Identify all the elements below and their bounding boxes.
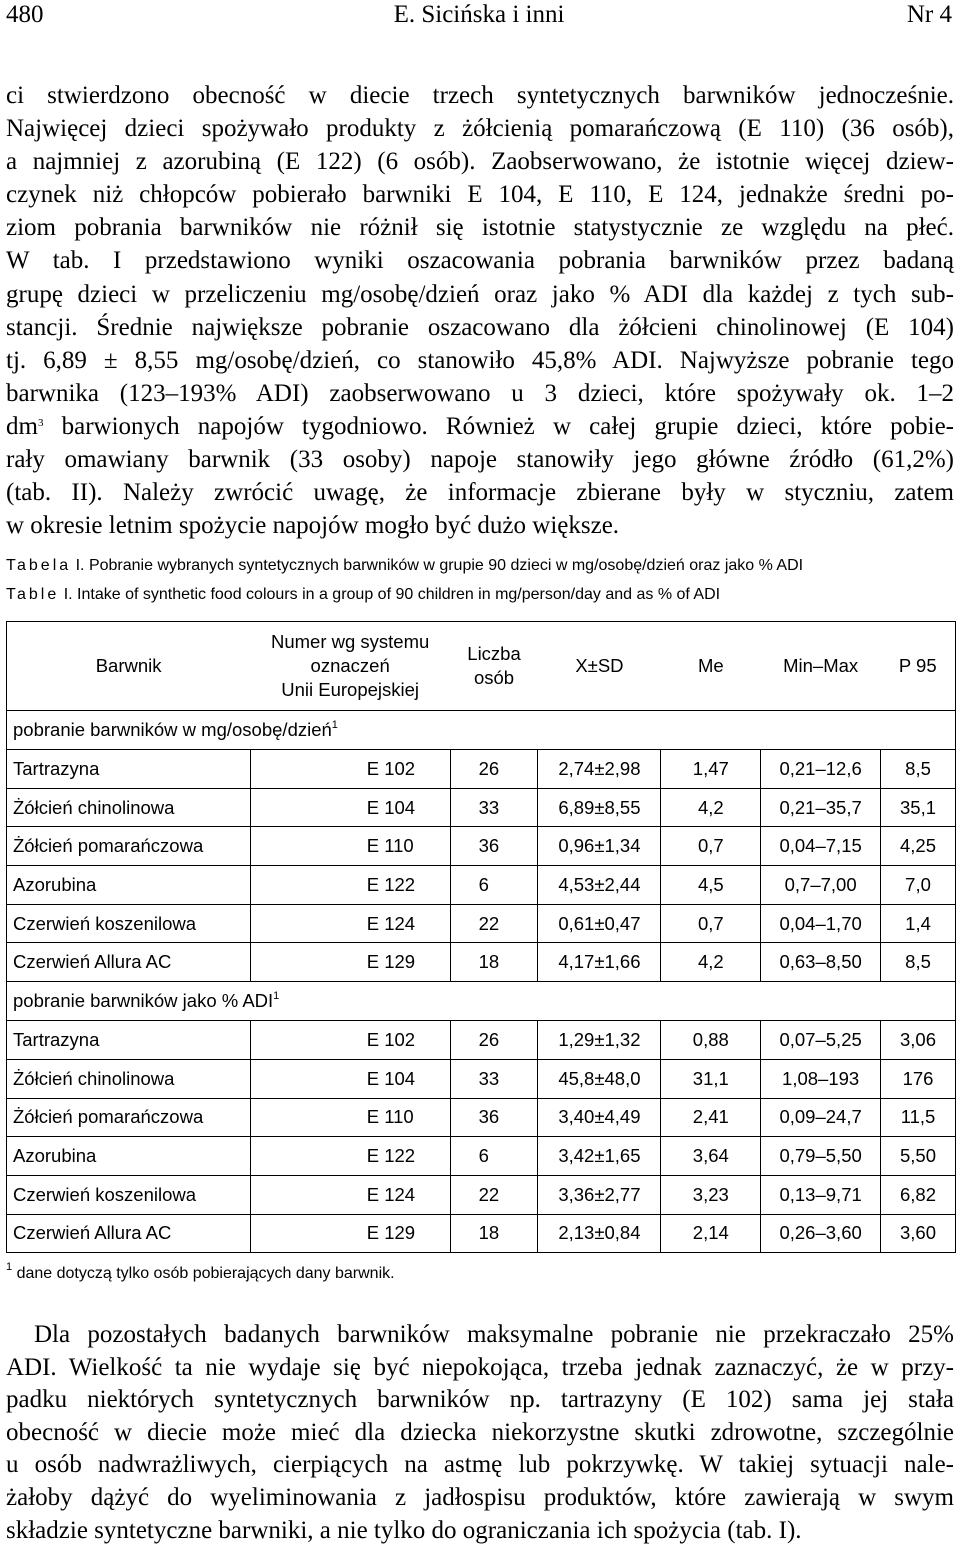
dm-unit: dm — [6, 412, 38, 440]
cell-xsd: 3,40±4,49 — [538, 1098, 661, 1137]
section-row-adi — [7, 982, 956, 1021]
running-header — [6, 0, 952, 34]
cell-barwnik: Tartrazyna — [7, 750, 251, 789]
text-line: a najmniej z azorubiną (E 122) (6 osób). Zaobserwowano, że istotnie więcej dziew- — [6, 148, 954, 176]
cell-me: 31,1 — [661, 1059, 761, 1098]
cell-me: 4,2 — [661, 943, 761, 982]
cell-numer: E 124 — [250, 1175, 450, 1214]
cell-liczba: 36 — [450, 827, 538, 866]
col-header-liczba: Liczba osób — [450, 622, 538, 711]
cell-xsd: 2,13±0,84 — [538, 1214, 661, 1253]
col-header-xsd: X±SD — [538, 622, 661, 711]
cell-barwnik: Azorubina — [7, 1137, 251, 1176]
cell-xsd: 1,29±1,32 — [538, 1021, 661, 1060]
text-line: składzie syntetyczne barwniki, a nie tylko do ograniczania ich spożycia (tab. I). — [6, 1516, 802, 1544]
cell-numer: E 102 — [250, 1021, 450, 1060]
text-line: ADI. Wielkość ta nie wydaje się być niepokojąca, trzeba jednak zaznaczyć, że w przy- — [6, 1353, 954, 1381]
cell-p95: 3,06 — [881, 1021, 956, 1060]
cell-xsd: 0,96±1,34 — [538, 827, 661, 866]
cell-liczba: 18 — [450, 943, 538, 982]
cell-me: 1,47 — [661, 750, 761, 789]
cell-p95: 6,82 — [881, 1175, 956, 1214]
cell-numer: E 129 — [250, 1214, 450, 1253]
cell-xsd: 2,74±2,98 — [538, 750, 661, 789]
cell-liczba: 33 — [450, 788, 538, 827]
caption-label: Tabela — [6, 557, 72, 574]
table-row — [7, 1098, 956, 1137]
cell-minmax: 0,7–7,00 — [761, 866, 881, 905]
cell-numer: E 124 — [250, 904, 450, 943]
text-line: Najwięcej dzieci spożywało produkty z żółcienią pomarańczową (E 110) (36 osób), — [6, 115, 954, 143]
cell-minmax: 0,09–24,7 — [761, 1098, 881, 1137]
cell-barwnik: Czerwień Allura AC — [7, 1214, 251, 1253]
cell-numer: E 122 — [250, 1137, 450, 1176]
cell-minmax: 0,13–9,71 — [761, 1175, 881, 1214]
cell-xsd: 3,36±2,77 — [538, 1175, 661, 1214]
col-header-p95: P 95 — [881, 622, 956, 711]
cell-barwnik: Czerwień koszenilowa — [7, 904, 251, 943]
cell-minmax: 1,08–193 — [761, 1059, 881, 1098]
text-line-dm — [6, 410, 954, 443]
cell-me: 2,14 — [661, 1214, 761, 1253]
table-caption-pl — [6, 556, 803, 576]
table-row — [7, 750, 956, 789]
cell-p95: 35,1 — [881, 788, 956, 827]
cell-p95: 8,5 — [881, 750, 956, 789]
dm-superscript: 3 — [37, 416, 44, 429]
cell-barwnik: Żółcień chinolinowa — [7, 788, 251, 827]
caption-text: Intake of synthetic food colours in a group of 90 children in mg/person/day and as % of ADI — [77, 586, 721, 603]
running-title: E. Sicińska i inni — [393, 1, 565, 28]
table-row — [7, 1214, 956, 1253]
cell-numer: E 102 — [250, 750, 450, 789]
cell-p95: 3,60 — [881, 1214, 956, 1253]
cell-p95: 8,5 — [881, 943, 956, 982]
text-line: ziom pobrania barwników nie różnił się istotnie statystycznie ze względu na płeć. — [6, 214, 954, 242]
caption-text: Pobranie wybranych syntetycznych barwników w grupie 90 dzieci w mg/osobę/dzień oraz jako % ADI — [88, 557, 804, 574]
cell-minmax: 0,21–35,7 — [761, 788, 881, 827]
cell-liczba: 26 — [450, 750, 538, 789]
text-line: stancji. Średnie największe pobranie oszacowano dla żółcieni chinolinowej (E 104) — [6, 313, 954, 341]
cell-xsd: 45,8±48,0 — [538, 1059, 661, 1098]
paragraph-conclusion — [6, 1319, 954, 1547]
cell-barwnik: Żółcień pomarańczowa — [7, 1098, 251, 1137]
cell-xsd: 4,17±1,66 — [538, 943, 661, 982]
table-body-mg — [7, 711, 956, 982]
cell-minmax: 0,04–1,70 — [761, 904, 881, 943]
col-header-barwnik: Barwnik — [7, 622, 251, 711]
cell-xsd: 6,89±8,55 — [538, 788, 661, 827]
dm-line-text: barwionych napojów tygodniowo. Również w całej grupie dzieci, które pobie- — [61, 412, 955, 440]
section-row-mg — [7, 711, 956, 750]
cell-barwnik: Czerwień Allura AC — [7, 943, 251, 982]
cell-minmax: 0,26–3,60 — [761, 1214, 881, 1253]
cell-xsd: 0,61±0,47 — [538, 904, 661, 943]
cell-numer: E 122 — [250, 866, 450, 905]
footnote-text: dane dotyczą tylko osób pobierających dany barwnik. — [16, 1265, 395, 1282]
cell-liczba: 6 — [450, 1137, 538, 1176]
table-row — [7, 788, 956, 827]
table-row — [7, 1021, 956, 1060]
cell-liczba: 36 — [450, 1098, 538, 1137]
col-header-numer: Numer wg systemu oznaczeń Unii Europejskiej — [250, 622, 450, 711]
table-row — [7, 1137, 956, 1176]
table-caption-en — [6, 585, 720, 605]
text-line: tj. 6,89 ± 8,55 mg/osobę/dzień, co stanowiło 45,8% ADI. Najwyższe pobranie tego — [6, 346, 954, 374]
issue-number: Nr 4 — [906, 1, 952, 28]
cell-me: 4,5 — [661, 866, 761, 905]
cell-numer: E 104 — [250, 1059, 450, 1098]
cell-me: 3,64 — [661, 1137, 761, 1176]
section-label: pobranie barwników jako % ADI$^1$ — [7, 982, 956, 1021]
table-row — [7, 827, 956, 866]
text-line: u osób nadwrażliwych, cierpiących na astmę lub pokrzywkę. W takiej sytuacji nale- — [6, 1451, 954, 1479]
cell-me: 0,88 — [661, 1021, 761, 1060]
paragraph-intro — [6, 79, 954, 542]
cell-barwnik: Żółcień chinolinowa — [7, 1059, 251, 1098]
text-line: Dla pozostałych badanych barwników maksymalne pobranie nie przekraczało 25% — [34, 1321, 954, 1348]
cell-minmax: 0,63–8,50 — [761, 943, 881, 982]
cell-liczba: 26 — [450, 1021, 538, 1060]
caption-number: I. — [63, 586, 73, 603]
text-line: padku niektórych syntetycznych barwników np. tartrazyny (E 102) sama jej stała — [6, 1386, 954, 1414]
page-number: 480 — [6, 1, 44, 28]
cell-minmax: 0,21–12,6 — [761, 750, 881, 789]
caption-number: I. — [75, 557, 85, 574]
table-row — [7, 1059, 956, 1098]
table-footnote — [6, 1261, 395, 1284]
cell-numer: E 129 — [250, 943, 450, 982]
cell-me: 0,7 — [661, 827, 761, 866]
cell-minmax: 0,07–5,25 — [761, 1021, 881, 1060]
section-label: pobranie barwników w mg/osobę/dzień$^1$ — [7, 711, 956, 750]
text-line: barwnika (123–193% ADI) zaobserwowano u 3 dzieci, które spożywały ok. 1–2 — [6, 379, 954, 407]
table-row — [7, 866, 956, 905]
cell-liczba: 22 — [450, 1175, 538, 1214]
cell-numer: E 104 — [250, 788, 450, 827]
text-line: żałoby dążyć do wyeliminowania z jadłospisu produktów, które zawierają w swym — [6, 1483, 954, 1511]
text-line: ci stwierdzono obecność w diecie trzech syntetycznych barwników jednocześnie. — [6, 82, 954, 109]
cell-minmax: 0,04–7,15 — [761, 827, 881, 866]
cell-numer: E 110 — [250, 1098, 450, 1137]
footnote-marker: 1 — [6, 1261, 13, 1273]
cell-p95: 11,5 — [881, 1098, 956, 1137]
col-header-me: Me — [661, 622, 761, 711]
text-line: obecność w diecie może mieć dla dziecka niekorzystne skutki zdrowotne, szczególnie — [6, 1418, 954, 1446]
cell-barwnik: Żółcień pomarańczowa — [7, 827, 251, 866]
cell-barwnik: Tartrazyna — [7, 1021, 251, 1060]
cell-minmax: 0,79–5,50 — [761, 1137, 881, 1176]
table-row — [7, 943, 956, 982]
cell-liczba: 6 — [450, 866, 538, 905]
cell-p95: 4,25 — [881, 827, 956, 866]
table-row — [7, 1175, 956, 1214]
text-line: grupę dzieci w przeliczeniu mg/osobę/dzień oraz jako % ADI dla każdej z tych sub- — [6, 280, 954, 308]
cell-barwnik: Czerwień koszenilowa — [7, 1175, 251, 1214]
cell-me: 4,2 — [661, 788, 761, 827]
table-body-adi — [7, 982, 956, 1253]
col-header-minmax: Min–Max — [761, 622, 881, 711]
caption-label: Table — [6, 586, 60, 603]
text-line: czynek niż chłopców pobierało barwniki E 104, E 110, E 124, jednakże średni po- — [6, 181, 954, 209]
cell-xsd: 3,42±1,65 — [538, 1137, 661, 1176]
cell-liczba: 18 — [450, 1214, 538, 1253]
text-line: rały omawiany barwnik (33 osoby) napoje stanowiły jego główne źródło (61,2%) — [6, 446, 954, 474]
text-line: (tab. II). Należy zwrócić uwagę, że informacje zbierane były w styczniu, zatem — [6, 479, 954, 507]
cell-p95: 7,0 — [881, 866, 956, 905]
cell-p95: 176 — [881, 1059, 956, 1098]
cell-numer: E 110 — [250, 827, 450, 866]
cell-p95: 5,50 — [881, 1137, 956, 1176]
cell-barwnik: Azorubina — [7, 866, 251, 905]
cell-liczba: 22 — [450, 904, 538, 943]
cell-me: 0,7 — [661, 904, 761, 943]
text-line: w okresie letnim spożycie napojów mogło być dużo większe. — [6, 512, 620, 540]
table-header-row — [7, 622, 956, 711]
cell-xsd: 4,53±2,44 — [538, 866, 661, 905]
cell-p95: 1,4 — [881, 904, 956, 943]
text-line: W tab. I przedstawiono wyniki oszacowania pobrania barwników przez badaną — [6, 247, 954, 275]
cell-liczba: 33 — [450, 1059, 538, 1098]
table-row — [7, 904, 956, 943]
intake-table — [6, 621, 956, 1253]
cell-me: 3,23 — [661, 1175, 761, 1214]
cell-me: 2,41 — [661, 1098, 761, 1137]
